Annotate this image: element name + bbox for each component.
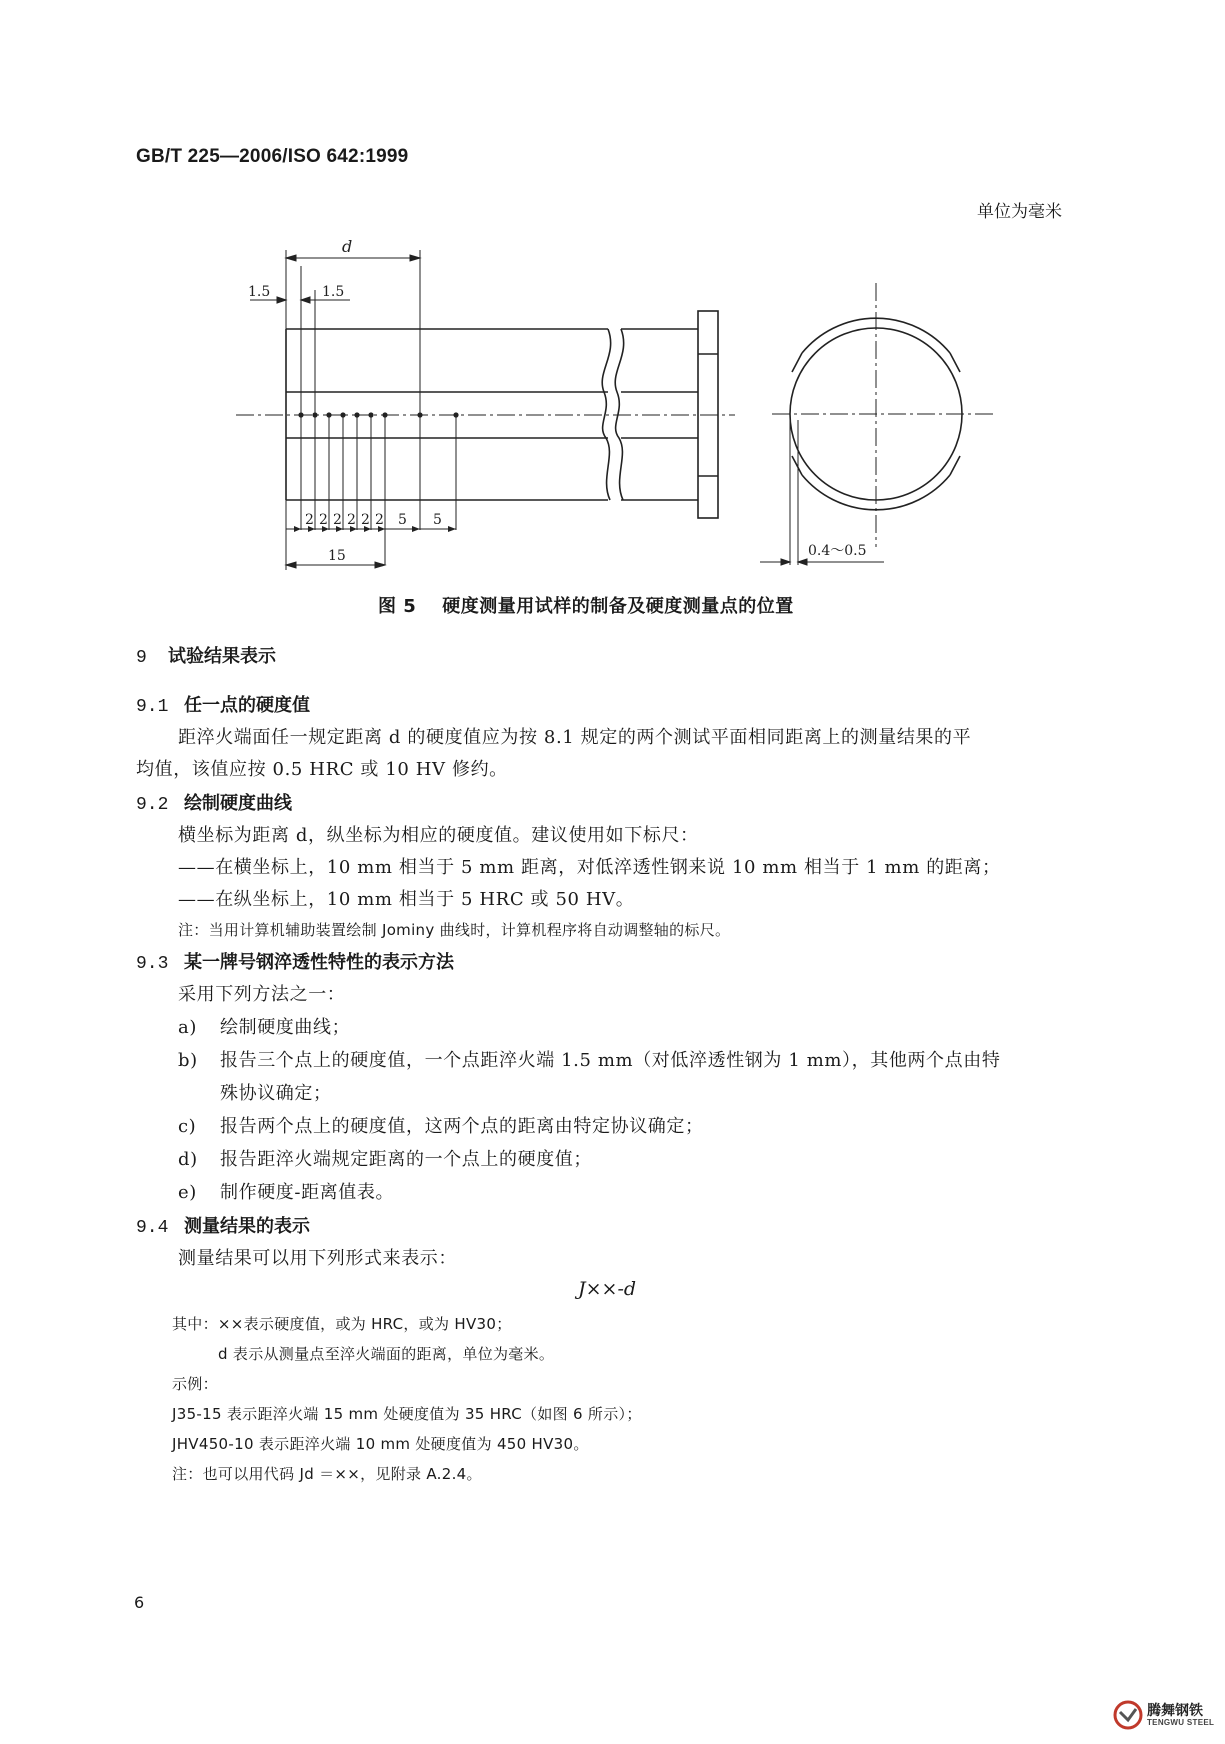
where-line: 其中：××表示硬度值，或为 HRC，或为 HV30； xyxy=(172,1315,512,1333)
section-number: 9 xyxy=(136,648,147,668)
section-9-3-heading xyxy=(136,948,454,974)
figure-title: 硬度测量用试样的制备及硬度测量点的位置 xyxy=(442,596,794,617)
dim-total-label: 15 xyxy=(328,548,346,564)
section-9-4-heading xyxy=(136,1212,310,1238)
paragraph-line: 距淬火端面任一规定距离 d 的硬度值应为按 8.1 规定的两个测试平面相同距离上的测量结果的平 xyxy=(178,727,972,748)
dim-spacing-label: 2 xyxy=(333,512,342,528)
list-label: c) xyxy=(178,1116,197,1137)
section-title: 试验结果表示 xyxy=(168,646,276,667)
section-title: 任一点的硬度值 xyxy=(184,695,310,716)
figure-number: 图 5 xyxy=(378,596,417,617)
list-text: 制作硬度-距离值表。 xyxy=(220,1182,395,1203)
example-line: J35-15 表示距淬火端 15 mm 处硬度值为 35 HRC（如图 6 所示）； xyxy=(172,1405,642,1423)
figure-caption xyxy=(378,592,794,618)
dim-right-offset-label: 1.5 xyxy=(322,284,345,300)
logo-text-zh: 腾舞钢铁 xyxy=(1147,1703,1203,1719)
dim-spacing-label: 2 xyxy=(361,512,370,528)
where-line: d 表示从测量点至淬火端面的距离，单位为毫米。 xyxy=(218,1345,555,1363)
dim-spacing-label: 2 xyxy=(347,512,356,528)
paragraph-line: 均值，该值应按 0.5 HRC 或 10 HV 修约。 xyxy=(136,759,508,780)
list-text: 绘制硬度曲线； xyxy=(220,1017,351,1038)
formula: J××-d xyxy=(578,1278,637,1300)
section-title: 测量结果的表示 xyxy=(184,1216,310,1237)
note: 注：当用计算机辅助装置绘制 Jominy 曲线时，计算机程序将自动调整轴的标尺。 xyxy=(178,921,731,939)
dash-item: ——在纵坐标上，10 mm 相当于 5 HRC 或 50 HV。 xyxy=(178,889,635,910)
list-label: d) xyxy=(178,1149,198,1170)
list-item xyxy=(178,1178,394,1204)
section-number: 9.1 xyxy=(136,697,169,717)
section-number: 9.2 xyxy=(136,795,169,815)
section-9-2-heading xyxy=(136,789,292,815)
page-number: 6 xyxy=(134,1593,145,1612)
dash-item: ——在横坐标上，10 mm 相当于 5 mm 距离，对低淬透性钢来说 10 mm 相当于 1 mm 的距离； xyxy=(178,857,1001,878)
list-item xyxy=(178,1046,1000,1072)
dim-left-offset-label: 1.5 xyxy=(248,284,271,300)
dim-spacing-label: 5 xyxy=(433,512,442,528)
paragraph: 采用下列方法之一： xyxy=(178,984,346,1005)
section-9-heading xyxy=(136,642,276,668)
section-9-1-heading xyxy=(136,691,310,717)
list-item xyxy=(178,1112,704,1138)
unit-note: 单位为毫米 xyxy=(977,202,1062,222)
list-item-continuation: 殊协议确定； xyxy=(220,1083,332,1104)
dim-spacing-label: 2 xyxy=(305,512,314,528)
dim-spacing-label: 5 xyxy=(398,512,407,528)
dim-d-label: d xyxy=(342,237,353,256)
specimen-figure xyxy=(0,0,1225,600)
dim-flat-depth-label: 0.4～0.5 xyxy=(808,543,867,559)
list-text: 报告距淬火端规定距离的一个点上的硬度值； xyxy=(220,1149,592,1170)
list-label: b) xyxy=(178,1050,198,1071)
example-line: JHV450-10 表示距淬火端 10 mm 处硬度值为 450 HV30。 xyxy=(172,1435,589,1453)
logo-text-en: TENGWU STEEL xyxy=(1147,1718,1215,1727)
paragraph: 测量结果可以用下列形式来表示： xyxy=(178,1248,457,1269)
list-label: e) xyxy=(178,1182,197,1203)
list-item xyxy=(178,1013,350,1039)
example-label: 示例： xyxy=(172,1375,218,1393)
list-text: 报告两个点上的硬度值，这两个点的距离由特定协议确定； xyxy=(220,1116,704,1137)
standard-code: GB/T 225—2006/ISO 642:1999 xyxy=(136,146,409,167)
section-title: 某一牌号钢淬透性特性的表示方法 xyxy=(184,952,454,973)
dim-spacing-label: 2 xyxy=(375,512,384,528)
dim-spacing-label: 2 xyxy=(319,512,328,528)
logo-mark-icon xyxy=(1113,1700,1143,1730)
section-title: 绘制硬度曲线 xyxy=(184,793,292,814)
paragraph: 横坐标为距离 d，纵坐标为相应的硬度值。建议使用如下标尺： xyxy=(178,825,699,846)
list-item xyxy=(178,1145,592,1171)
note: 注：也可以用代码 Jd ＝××，见附录 A.2.4。 xyxy=(172,1465,482,1483)
section-number: 9.3 xyxy=(136,954,169,974)
list-text: 报告三个点上的硬度值，一个点距淬火端 1.5 mm（对低淬透性钢为 1 mm），其他两个点由特 xyxy=(220,1050,1001,1071)
publisher-logo xyxy=(1113,1696,1221,1738)
section-number: 9.4 xyxy=(136,1218,169,1238)
list-label: a) xyxy=(178,1017,197,1038)
